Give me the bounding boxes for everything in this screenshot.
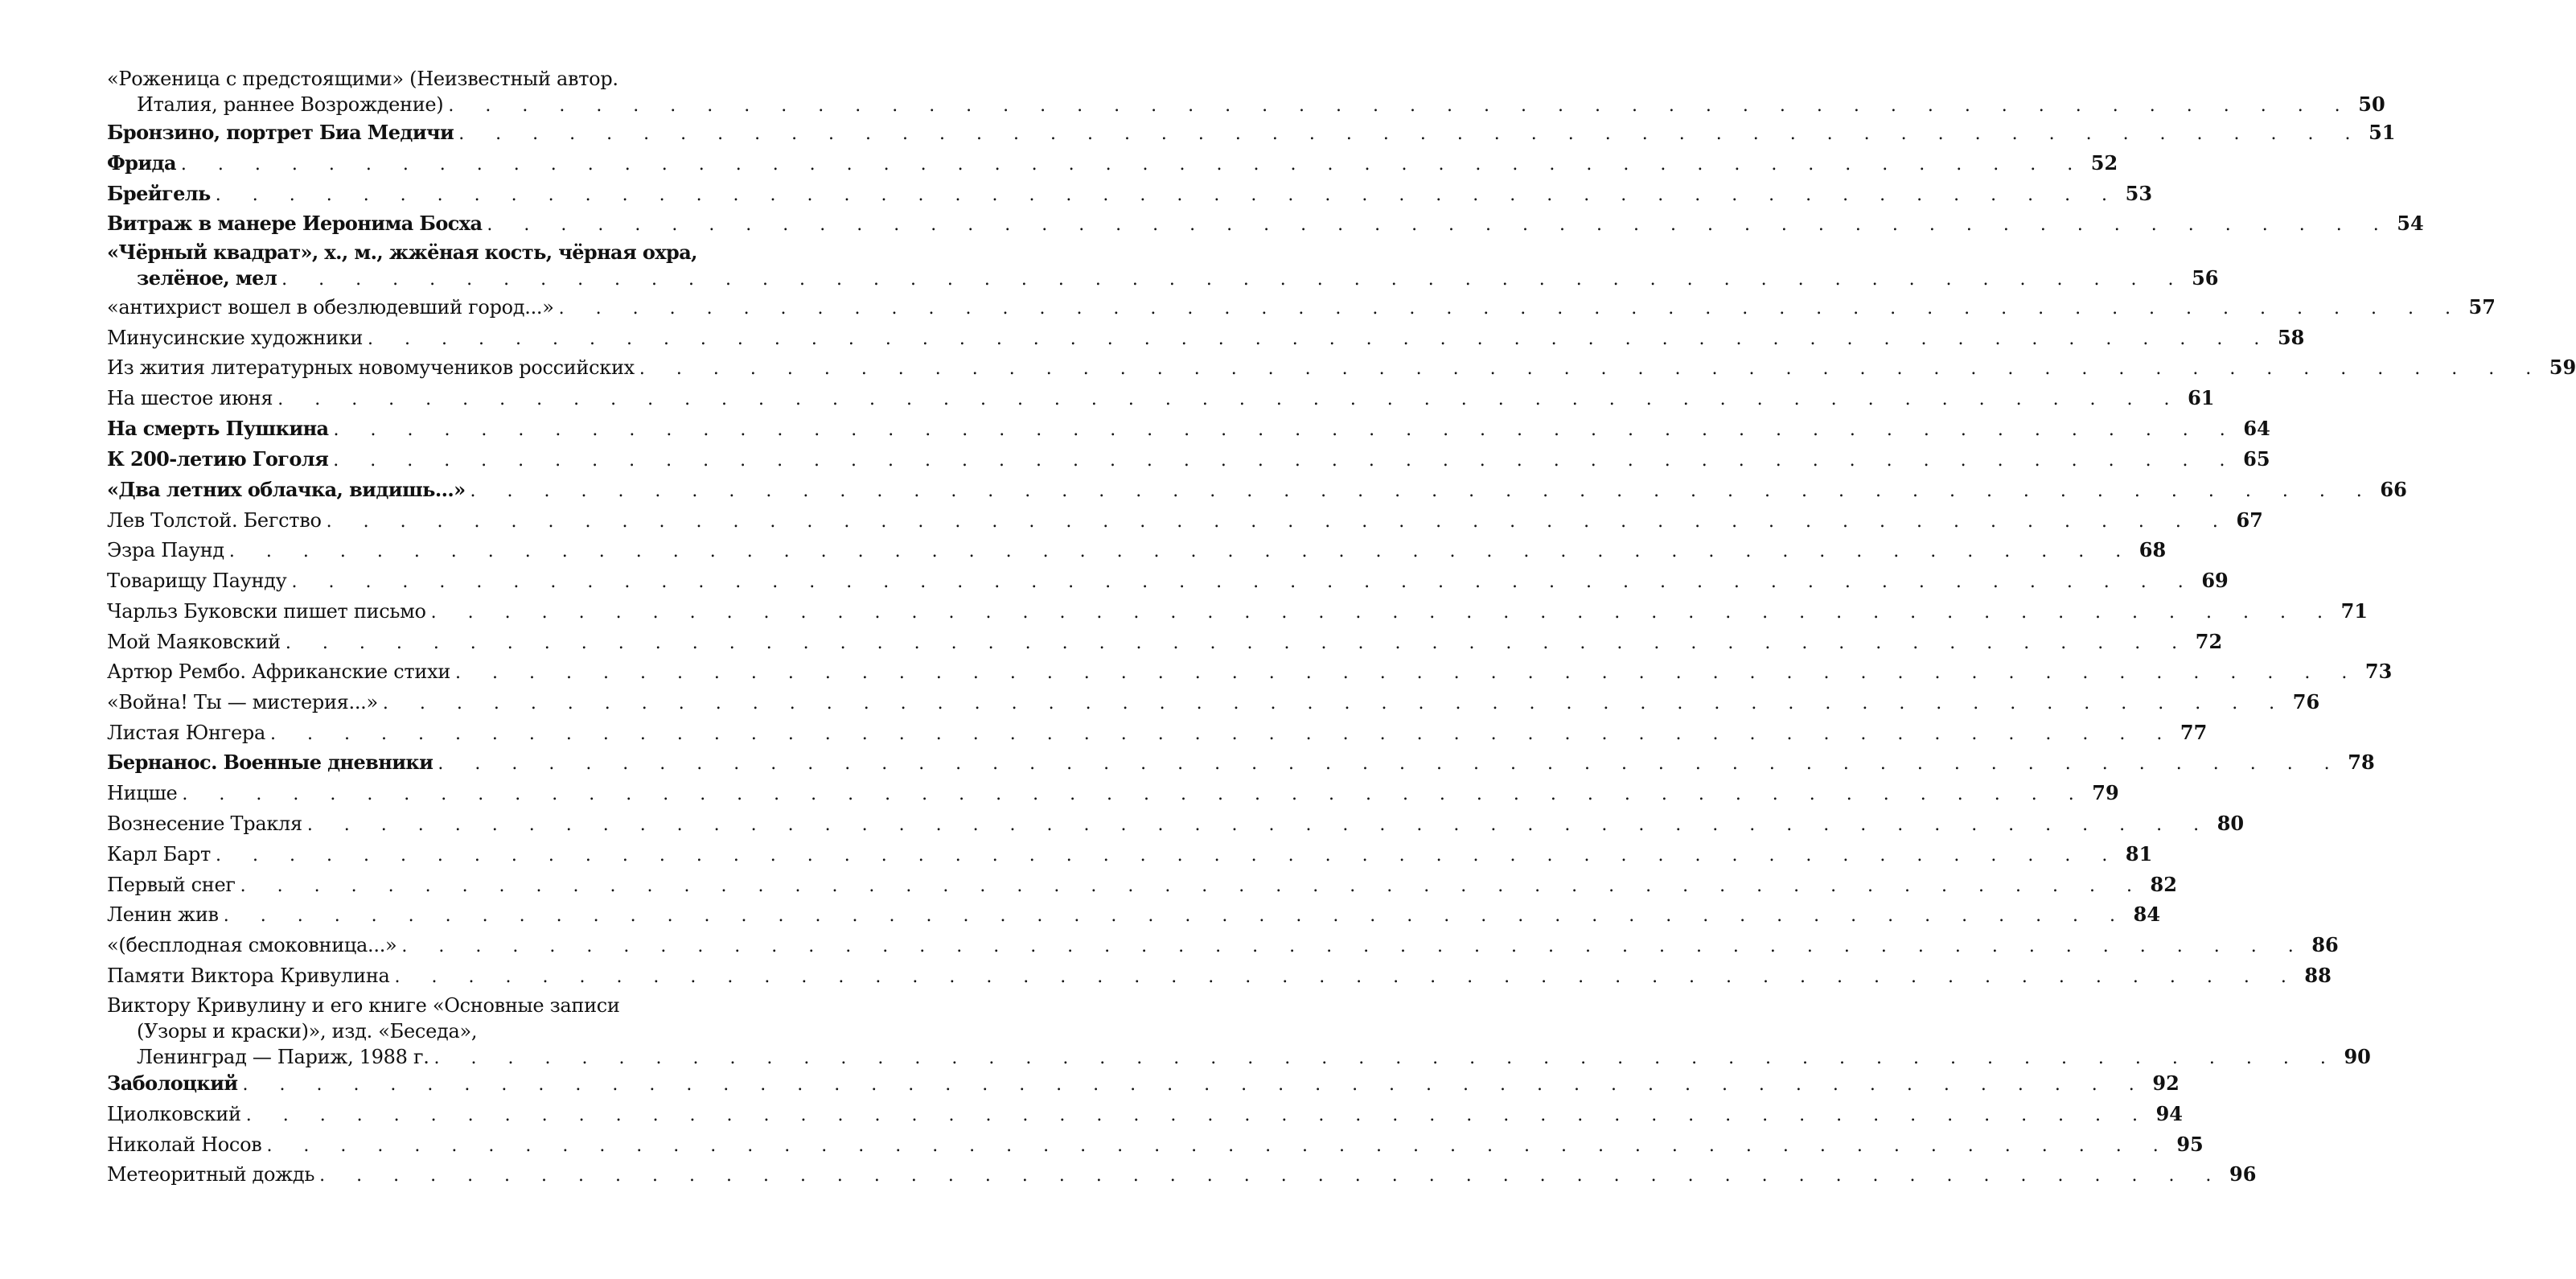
toc-entry[interactable] [107,120,2396,146]
toc-entry[interactable] [107,325,2305,351]
dot-leader: . . . . . . . . . . . . . . . . . . . . . . . . . . . . . . . . . . . . . . . . . . . . . . . . . . . . [270,724,2175,744]
page-number: 53 [2125,182,2153,205]
toc-entry-title: Лев Толстой. Бегство [107,509,322,532]
page-number: 92 [2152,1071,2180,1095]
page-number: 52 [2090,151,2118,175]
dot-leader: . . . . . . . . . . . . . . . . . . . . . . . . . . . . . . . . . . . . . . . . . . . . . . . . . . . . [470,481,2375,501]
dot-leader: . . . . . . . . . . . . . . . . . . . . . . . . . . . . . . . . . . . . . . . . . . . . . . . . . . . . [319,1166,2225,1186]
page-number: 96 [2229,1162,2257,1186]
dot-leader: . . . . . . . . . . . . . . . . . . . . . . . . . . . . . . . . . . . . . . . . . . . . . . . . . . . . [266,1136,2171,1156]
toc-entry-title: Эзра Паунд [107,539,224,561]
toc-entry-title: Ленинград — Париж, 1988 г. [137,1046,429,1068]
toc-entry-title: К 200-летию Гоголя [107,447,329,471]
page-number: 58 [2277,326,2305,349]
page-number: 80 [2217,812,2245,835]
dot-leader: . . . . . . . . . . . . . . . . . . . . . . . . . . . . . . . . . . . . . . . . . . . . . . . . . . . . [455,663,2360,683]
toc-entry-row [107,150,2118,176]
dot-leader: . . . . . . . . . . . . . . . . . . . . . . . . . . . . . . . . . . . . . . . . . . . . . . . . . . . . [394,967,2299,987]
toc-entry-title: Первый снег [107,874,236,896]
toc-entry-row [107,629,2223,655]
toc-entry-row [107,932,2339,958]
page-number: 78 [2348,751,2375,774]
toc-entry-row [107,325,2305,351]
toc-entry-row [107,508,2263,533]
toc-entry[interactable] [107,993,2371,1070]
toc-entry-title: Листая Юнгера [107,722,266,744]
toc-entry-title: Вознесение Тракля [107,812,302,835]
toc-entry-row [107,181,2153,207]
toc-entry[interactable] [107,1101,2184,1127]
dot-leader: . . . . . . . . . . . . . . . . . . . . . . . . . . . . . . . . . . . . . . . . . . . . . . . . . . . . [430,602,2336,623]
toc-entry-row [137,265,2219,291]
toc-entry-row [107,294,2496,320]
toc-entry-row [107,780,2119,806]
toc-entry-title: Чарльз Буковски пишет письмо [107,600,426,623]
page-number: 65 [2243,447,2270,471]
page-number: 94 [2155,1102,2184,1125]
toc-entry-row [107,446,2270,472]
page-number: 81 [2125,842,2153,866]
dot-leader: . . . . . . . . . . . . . . . . . . . . . . . . . . . . . . . . . . . . . . . . . . . . . . . . . . . . [487,215,2392,235]
toc-entry-row [107,537,2167,563]
toc-entry[interactable] [107,446,2270,472]
dot-leader: . . . . . . . . . . . . . . . . . . . . . . . . . . . . . . . . . . . . . . . . . . . . . . . . . . . . [242,1075,2147,1095]
toc-entry-title: Фрида [107,151,176,175]
dot-leader: . . . . . . . . . . . . . . . . . . . . . . . . . . . . . . . . . . . . . . . . . . . . . . . . . . . . [291,572,2196,592]
toc-entry[interactable] [107,659,2393,685]
toc-entry[interactable] [107,750,2375,775]
toc-entry[interactable] [107,1162,2257,1187]
toc-entry-title: Из жития литературных новомучеников российских [107,356,635,379]
page-number: 72 [2195,630,2223,653]
page-number: 56 [2192,266,2219,290]
toc-entry[interactable] [107,294,2496,320]
toc-entry-title: Ленин жив [107,903,219,926]
toc-entry-title: Ницше [107,782,178,804]
toc-entry[interactable] [107,240,2219,291]
toc-entry[interactable] [107,932,2339,958]
toc-entry-title: зелёное, мел [137,266,277,290]
toc-entry-title-line: Виктору Кривулину и его книге «Основные записи [107,994,620,1017]
toc-entry-row [107,1162,2257,1187]
toc-entry[interactable] [107,811,2245,837]
toc-entry-title: Минусинские художники [107,327,364,349]
page-number: 82 [2150,873,2177,896]
toc-entry-title: Италия, раннее Возрождение) [137,93,444,116]
toc-entry-row [107,841,2153,867]
toc-entry-title: На смерть Пушкина [107,417,329,440]
page-number: 95 [2176,1133,2204,1156]
dot-leader: . . . . . . . . . . . . . . . . . . . . . . . . . . . . . . . . . . . . . . . . . . . . . . . . . . . . [448,96,2353,116]
dot-leader: . . . . . . . . . . . . . . . . . . . . . . . . . . . . . . . . . . . . . . . . . . . . . . . . . . . . [285,633,2191,653]
toc-entry-title: «антихрист вошел в обезлюдевший город...» [107,296,554,319]
toc-entry-row [107,720,2208,746]
dot-leader: . . . . . . . . . . . . . . . . . . . . . . . . . . . . . . . . . . . . . . . . . . . . . . . . . . . . [228,541,2134,561]
dot-leader: . . . . . . . . . . . . . . . . . . . . . . . . . . . . . . . . . . . . . . . . . . . . . . . . . . . . [240,876,2145,896]
page-number: 66 [2380,478,2407,501]
toc-entry-title: «Война! Ты — мистерия...» [107,691,378,714]
dot-leader: . . . . . . . . . . . . . . . . . . . . . . . . . . . . . . . . . . . . . . . . . . . . . . . . . . . . [368,329,2273,349]
dot-leader: . . . . . . . . . . . . . . . . . . . . . . . . . . . . . . . . . . . . . . . . . . . . . . . . . . . . [333,450,2238,471]
page-number: 61 [2188,386,2215,409]
toc-entry[interactable] [107,181,2153,207]
dot-leader: . . . . . . . . . . . . . . . . . . . . . . . . . . . . . . . . . . . . . . . . . . . . . . . . . . . . [281,269,2187,290]
toc-entry-row [107,416,2270,442]
toc-entry[interactable] [107,689,2320,715]
toc-entry-row [107,568,2229,594]
page-number: 86 [2311,933,2339,956]
toc-entry-row [107,1101,2184,1127]
dot-leader: . . . . . . . . . . . . . . . . . . . . . . . . . . . . . . . . . . . . . . . . . . . . . . . . . . . . [639,359,2545,379]
toc-entry-title: «Два летних облачка, видишь...» [107,478,466,501]
toc-entry-title: Бернанос. Военные дневники [107,751,433,774]
toc-entry[interactable] [107,1132,2204,1158]
toc-entry[interactable] [107,508,2263,533]
toc-entry-row [107,872,2177,898]
toc-entry-title-line: (Узоры и краски)», изд. «Беседа», [137,1020,478,1043]
dot-leader: . . . . . . . . . . . . . . . . . . . . . . . . . . . . . . . . . . . . . . . . . . . . . . . . . . . . [382,693,2288,714]
dot-leader: . . . . . . . . . . . . . . . . . . . . . . . . . . . . . . . . . . . . . . . . . . . . . . . . . . . . [433,1048,2339,1068]
page-number: 73 [2364,660,2393,683]
dot-leader: . . . . . . . . . . . . . . . . . . . . . . . . . . . . . . . . . . . . . . . . . . . . . . . . . . . . [180,154,2086,175]
toc-entry-title: Бронзино, портрет Биа Медичи [107,121,454,144]
toc-entry[interactable] [107,66,2385,117]
toc-entry[interactable] [107,963,2332,989]
toc-entry-title-line: «Чёрный квадрат», х., м., жжёная кость, чёрная охра, [107,241,697,264]
page-number: 71 [2340,599,2368,623]
toc-entry[interactable] [107,780,2119,806]
page-number: 79 [2092,781,2119,804]
page-number: 50 [2358,93,2385,116]
toc-entry-title: Памяти Виктора Кривулина [107,964,390,987]
toc-entry[interactable] [107,841,2153,867]
toc-entry[interactable] [107,629,2223,655]
dot-leader: . . . . . . . . . . . . . . . . . . . . . . . . . . . . . . . . . . . . . . . . . . . . . . . . . . . . [401,936,2307,956]
page-number: 88 [2304,964,2332,987]
dot-leader: . . . . . . . . . . . . . . . . . . . . . . . . . . . . . . . . . . . . . . . . . . . . . . . . . . . . [333,420,2238,440]
toc-entry-row [107,659,2393,685]
toc-entry-row [107,1132,2204,1158]
toc-entry[interactable] [107,150,2118,176]
dot-leader: . . . . . . . . . . . . . . . . . . . . . . . . . . . . . . . . . . . . . . . . . . . . . . . . . . . . [182,784,2087,804]
toc-entry[interactable] [107,211,2424,236]
toc-entry-row [107,385,2215,411]
page-number: 51 [2369,121,2396,144]
toc-entry[interactable] [107,902,2161,927]
page-number: 69 [2201,569,2229,592]
toc-entry[interactable] [107,720,2208,746]
toc-entry-title: Заболоцкий [107,1071,238,1095]
dot-leader: . . . . . . . . . . . . . . . . . . . . . . . . . . . . . . . . . . . . . . . . . . . . . . . . . . . . [215,185,2121,205]
toc-entry-title: «(бесплодная смоковница...» [107,934,397,956]
toc-entry[interactable] [107,568,2229,594]
page-number: 57 [2468,295,2496,319]
page-number: 68 [2138,538,2167,561]
dot-leader: . . . . . . . . . . . . . . . . . . . . . . . . . . . . . . . . . . . . . . . . . . . . . . . . . . . . [223,906,2129,926]
toc-entry-title: Циолковский [107,1103,241,1125]
toc-entry-title: Витраж в манере Иеронима Босха [107,212,483,235]
toc-entry-title: На шестое июня [107,387,273,409]
dot-leader: . . . . . . . . . . . . . . . . . . . . . . . . . . . . . . . . . . . . . . . . . . . . . . . . . . . . [558,298,2463,319]
dot-leader: . . . . . . . . . . . . . . . . . . . . . . . . . . . . . . . . . . . . . . . . . . . . . . . . . . . . [216,845,2121,866]
dot-leader: . . . . . . . . . . . . . . . . . . . . . . . . . . . . . . . . . . . . . . . . . . . . . . . . . . . . [326,512,2231,532]
toc-entry-row [107,689,2320,715]
page-number: 84 [2133,903,2161,926]
toc-entry[interactable] [107,598,2368,624]
page-number: 67 [2236,508,2263,532]
page-number: 64 [2243,417,2270,440]
toc-entry[interactable] [107,477,2407,503]
toc-entry-title: Товарищу Паунду [107,570,287,592]
toc-entry[interactable] [107,1071,2180,1096]
toc-entry[interactable] [107,872,2177,898]
toc-entry-row [107,477,2407,503]
toc-entry-row [107,963,2332,989]
dot-leader: . . . . . . . . . . . . . . . . . . . . . . . . . . . . . . . . . . . . . . . . . . . . . . . . . . . . [306,815,2212,835]
toc-entry[interactable] [107,416,2270,442]
toc-entry-row [107,902,2161,927]
toc-entry-title: Мой Маяковский [107,631,281,653]
page-number: 54 [2397,212,2424,235]
toc-entry-title-line: «Роженица с предстоящими» (Неизвестный автор. [107,68,618,90]
page-number: 77 [2180,721,2208,744]
toc-entry-row [107,355,2576,380]
toc-entry[interactable] [107,537,2167,563]
toc-entry-title: Карл Барт [107,843,212,866]
dot-leader: . . . . . . . . . . . . . . . . . . . . . . . . . . . . . . . . . . . . . . . . . . . . . . . . . . . . [277,389,2183,409]
page-number: 59 [2549,356,2576,379]
toc-entry-row [137,1044,2371,1070]
page-number: 76 [2292,690,2320,714]
toc-entry[interactable] [107,355,2576,380]
toc-entry-title: Николай Носов [107,1133,262,1156]
page-number: 90 [2344,1045,2371,1068]
toc-entry-row [107,211,2424,236]
toc-entry-row [137,92,2385,117]
toc-entry-row [107,1071,2180,1096]
toc-entry-title: Метеоритный дождь [107,1163,315,1186]
dot-leader: . . . . . . . . . . . . . . . . . . . . . . . . . . . . . . . . . . . . . . . . . . . . . . . . . . . . [458,124,2364,144]
toc-entry-title: Артюр Рембо. Африканские стихи [107,660,451,683]
toc-entry-row [107,750,2375,775]
dot-leader: . . . . . . . . . . . . . . . . . . . . . . . . . . . . . . . . . . . . . . . . . . . . . . . . . . . . [245,1105,2151,1125]
dot-leader: . . . . . . . . . . . . . . . . . . . . . . . . . . . . . . . . . . . . . . . . . . . . . . . . . . . . [438,754,2343,774]
toc-entry-row [107,598,2368,624]
toc-entry-row [107,120,2396,146]
toc-entry[interactable] [107,385,2215,411]
toc-entry-title: Брейгель [107,182,211,205]
toc-entry-row [107,811,2245,837]
